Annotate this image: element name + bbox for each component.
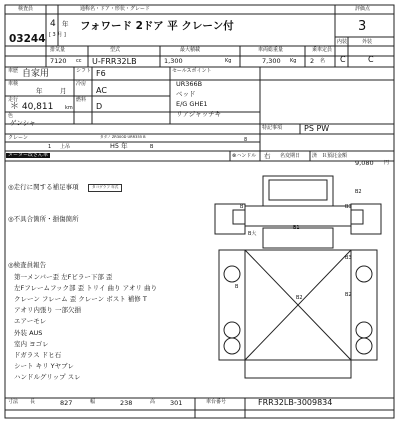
repair-label: ◎走行に関する補足事項: [8, 183, 79, 191]
damage-b-top: B: [240, 204, 244, 210]
width-value: 238: [120, 399, 133, 407]
handle-value: 右: [264, 152, 271, 160]
score-value: 3: [358, 19, 367, 34]
r-fee: 済: [312, 153, 318, 159]
damage-b-large: B大: [248, 231, 257, 237]
right-door: [351, 204, 381, 234]
report-line-6: 外装 AUS: [14, 329, 43, 337]
weight-value: 7,300: [262, 57, 281, 65]
name-change: 名変期日: [280, 153, 301, 159]
crane-note: タダノ ZR300D URR355 B: [100, 135, 146, 139]
report-line-9: シート キリ Yヤブレ: [14, 362, 74, 370]
shift-value: F6: [96, 69, 106, 78]
recycle-value: 9,080: [355, 159, 374, 167]
model-code: U-FRR32LB: [92, 57, 137, 66]
meter-tag: メーター改ざん車: [8, 152, 49, 158]
sales-line-1: UR366B: [176, 80, 203, 88]
disp-value: 7120: [50, 57, 67, 65]
cab-body: [245, 206, 351, 226]
capacity-header: 乗車定員: [312, 47, 333, 53]
rear-gate: [245, 360, 351, 378]
model-code-header: 型式: [110, 47, 121, 53]
handle-icon: ⊗ハンドル: [232, 153, 257, 159]
damage-b3-low: B3: [345, 255, 352, 261]
recycle-unit: 円: [384, 160, 390, 166]
report-line-7: 室内 ヨゴレ: [14, 340, 49, 348]
report-line-4: アオリ内張り 一部欠損: [14, 306, 82, 314]
height-value: 301: [170, 399, 183, 407]
outer-header: 外装: [362, 39, 373, 45]
equip-header: 特記事項: [262, 125, 283, 131]
mileage-value: ＊ 40,811: [10, 102, 54, 112]
report-line-2: 左Fフレームフック部 歪 トリイ 曲り アオリ 曲り: [14, 284, 158, 292]
weight-unit: Kg: [290, 58, 297, 64]
report-line-5: エアーモレ: [14, 317, 47, 325]
fuel-value: D: [96, 102, 103, 111]
color-header: 色: [8, 113, 14, 119]
score-header: 評価点: [355, 6, 371, 12]
report-line-1: 第一メンバー歪 左Fビラー下部 歪: [14, 273, 113, 281]
dims-header: 寸法: [8, 399, 19, 405]
sales-line-3: E/G GHE1: [176, 100, 208, 108]
equip-value: PS PW: [304, 124, 330, 133]
inspect-month: 月: [60, 87, 67, 95]
crane-base: [263, 225, 333, 248]
inspect-header: 車検: [8, 81, 19, 87]
windshield: [269, 180, 327, 200]
taco-label: タコグラフ 年式: [88, 184, 122, 192]
crane-inner: B: [150, 144, 154, 150]
outer-value: C: [368, 55, 374, 64]
damage-b1: B1: [293, 225, 300, 231]
interior-header: 内装: [337, 39, 348, 45]
left-mirror: [233, 210, 245, 224]
report-line-10: ハンドルグリップ スレ: [14, 373, 81, 381]
crane-top: 上吊: [60, 144, 71, 150]
model-name: フォワード 2ドア 平 クレーン付: [80, 20, 234, 32]
crane-year: H5 年: [110, 142, 128, 150]
lot-number: 03244: [9, 33, 46, 45]
chassis-value: FRR32LB-3009834: [258, 398, 333, 407]
damage-b-mid: B: [235, 284, 239, 290]
weight-header: 車両総重量: [258, 47, 284, 53]
mileage-header: 走行: [8, 97, 19, 103]
crane-header: クレーン: [8, 135, 28, 141]
disp-unit: cc: [76, 58, 82, 64]
disp-header: 排気量: [50, 47, 66, 53]
damage-b3: B3: [345, 204, 352, 210]
load-unit: Kg: [225, 58, 232, 64]
sales-header: セールスポイント: [172, 68, 212, 74]
width-label: 幅: [90, 399, 96, 405]
ac-value: AC: [96, 86, 107, 95]
inspect-year: 年: [36, 87, 43, 95]
damage-b2-low: B2: [345, 292, 352, 298]
capacity-value: 2: [310, 57, 315, 65]
usage-header: 車歴: [8, 68, 19, 74]
ac-header: 冷房: [76, 81, 87, 87]
height-label: 高: [150, 399, 156, 405]
shift-header: シフト: [76, 68, 92, 74]
year-sub: [ 3 月 ]: [49, 32, 66, 38]
r-deposit: Ｒ預託金額: [322, 153, 348, 159]
sales-line-4: リアジャッチキ: [176, 110, 222, 118]
report-line-3: クレーン フレーム 歪 クレーン ボスト 補修 T: [14, 295, 147, 303]
fuel-header: 燃料: [76, 97, 87, 103]
type-header: 通称名・ドア・形状・グレード: [80, 6, 150, 12]
damage-b2: B2: [296, 295, 303, 301]
mileage-unit: km: [65, 105, 73, 111]
sales-line-2: ベッド: [176, 90, 196, 98]
year-number: 4: [50, 19, 56, 29]
inspector-label: ◎検査員報告: [8, 261, 47, 269]
interior-value: C: [340, 55, 346, 64]
grade-header: 検査員: [18, 6, 34, 12]
defect-label: ◎不具合箇所・損傷箇所: [8, 215, 79, 223]
load-header: 最大積載: [180, 47, 201, 53]
report-line-8: ドガラス ドヒ石: [14, 351, 62, 359]
right-mirror: [351, 210, 363, 224]
truck-diagram: [205, 170, 390, 395]
load-value: 1,300: [164, 57, 183, 65]
crane-r: 1: [48, 144, 52, 150]
chassis-header: 車台番号: [206, 399, 227, 405]
color-value: ゲンシャ: [10, 119, 36, 127]
year-unit: 年: [62, 20, 69, 28]
length-value: 827: [60, 399, 73, 407]
damage-b-right: B2: [355, 189, 362, 195]
capacity-unit: 名: [320, 58, 326, 64]
length-label: 長: [30, 399, 36, 405]
crane-right: 8: [244, 137, 248, 143]
usage-value: 自家用: [22, 69, 50, 79]
